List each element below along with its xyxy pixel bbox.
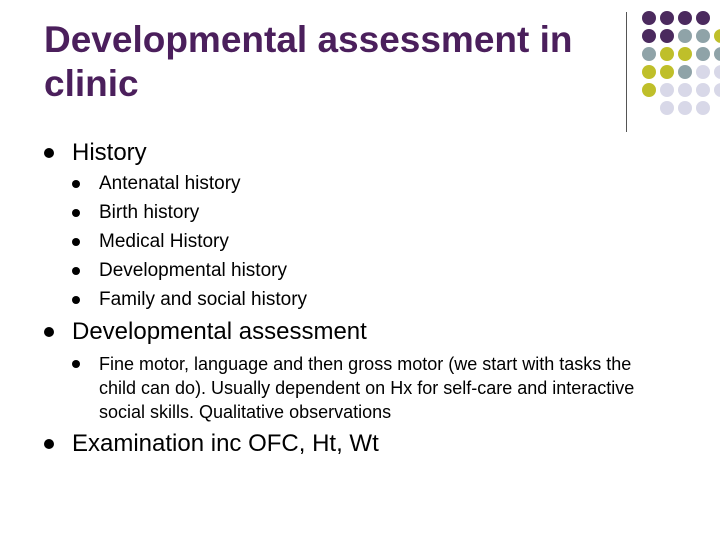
- decorative-dot: [714, 83, 720, 97]
- list-item: Medical History: [99, 231, 229, 252]
- bullet-dot: [44, 439, 54, 449]
- sub-bullet-dot: [72, 180, 80, 188]
- decorative-dot: [642, 11, 656, 25]
- list-item: Family and social history: [99, 289, 308, 310]
- decorative-dot: [696, 83, 710, 97]
- decorative-dot: [642, 29, 656, 43]
- decorative-dot: [696, 29, 710, 43]
- decorative-dot: [660, 47, 674, 61]
- decorative-dot: [678, 65, 692, 79]
- sub-bullet-dot: [72, 296, 80, 304]
- list-item: Developmental history: [99, 260, 287, 281]
- decorative-dot: [696, 101, 710, 115]
- decorative-dot: [660, 11, 674, 25]
- decorative-dot: [696, 47, 710, 61]
- decorative-dot: [678, 29, 692, 43]
- decorative-dot: [642, 47, 656, 61]
- decorative-dot: [678, 47, 692, 61]
- slide-title: Developmental assessment in clinic: [44, 19, 573, 104]
- decorative-dot: [678, 11, 692, 25]
- sub-bullet-dot: [72, 360, 80, 368]
- bullet-dot: [44, 327, 54, 337]
- sub-bullet-dot: [72, 238, 80, 246]
- decorative-dot: [696, 11, 710, 25]
- decorative-dot: [660, 83, 674, 97]
- decorative-dot: [642, 65, 656, 79]
- section-heading-developmental-assessment: Developmental assessment: [72, 318, 367, 345]
- list-item: Birth history: [99, 202, 200, 223]
- list-item: Fine motor, language and then gross motor (we start with tasks the child can do). Usually dependent on Hx for self-care and interactive social skills. Qualitative observations: [99, 354, 635, 422]
- decorative-dot: [660, 101, 674, 115]
- sub-bullet-dot: [72, 209, 80, 217]
- bullet-dot: [44, 148, 54, 158]
- sub-bullet-dot: [72, 267, 80, 275]
- decorative-dot: [660, 65, 674, 79]
- list-item: Antenatal history: [99, 173, 241, 194]
- section-heading-history: History: [72, 139, 147, 166]
- decorative-dot: [714, 47, 720, 61]
- decorative-dot: [714, 65, 720, 79]
- decorative-dot: [660, 29, 674, 43]
- decorative-dot: [696, 65, 710, 79]
- decorative-dot: [714, 29, 720, 43]
- decorative-dot: [678, 101, 692, 115]
- decorative-dot: [642, 83, 656, 97]
- title-divider-line: [626, 12, 627, 132]
- section-heading-examination: Examination inc OFC, Ht, Wt: [72, 430, 379, 457]
- decorative-dot: [678, 83, 692, 97]
